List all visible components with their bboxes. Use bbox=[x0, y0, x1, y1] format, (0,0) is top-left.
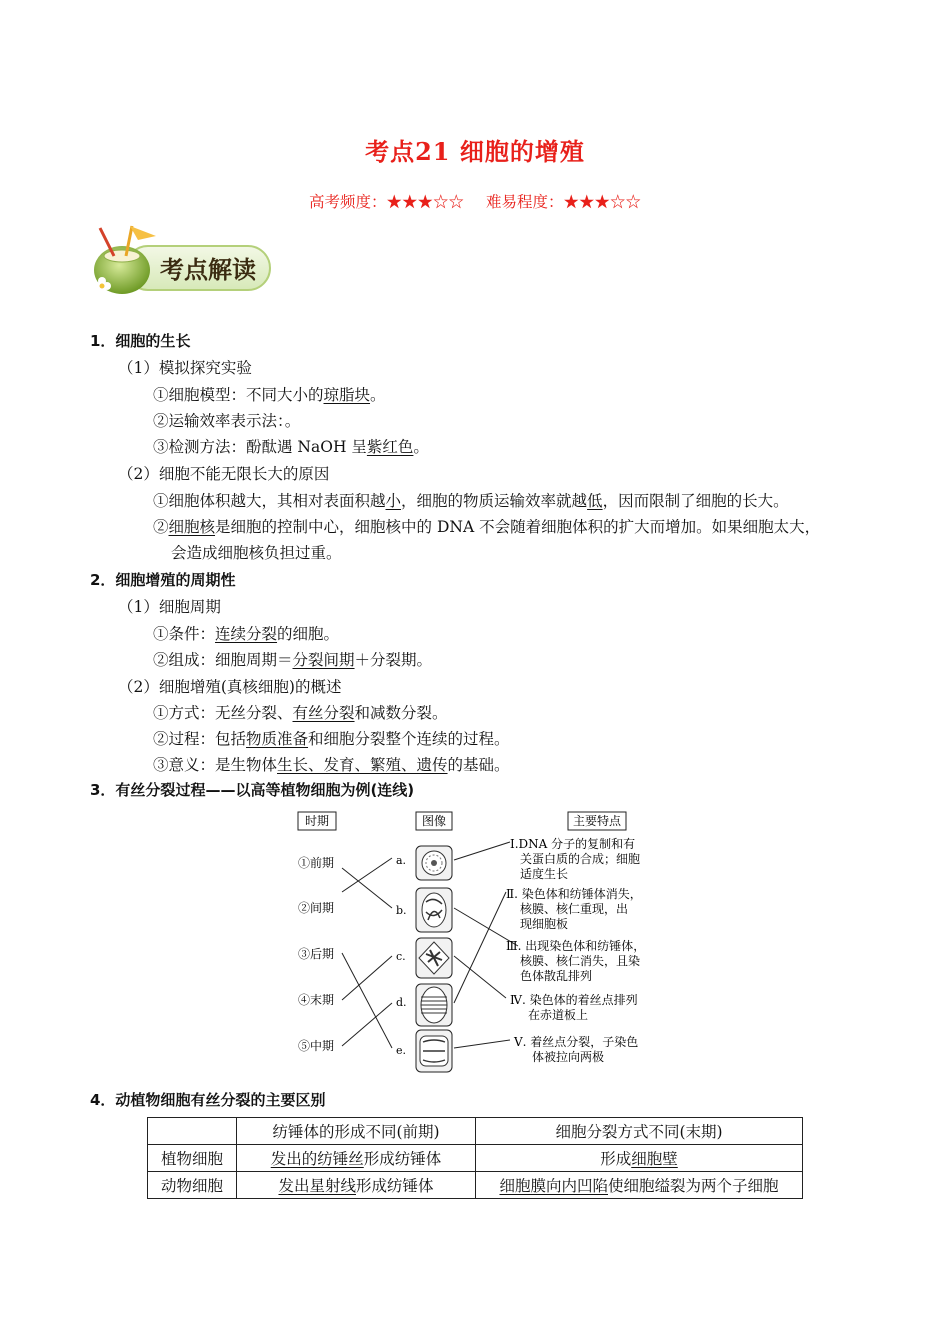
header-period: 时期 bbox=[304, 814, 330, 828]
row-label-animal: 动物细胞 bbox=[148, 1172, 237, 1199]
feature-5: Ⅴ. 着丝点分裂，子染色 体被拉向两极 bbox=[514, 1035, 639, 1064]
feature-3: Ⅲ. 出现染色体和纺锤体， 核膜、核仁消失，且染 色体散乱排列 bbox=[506, 939, 646, 983]
table-header-division: 细胞分裂方式不同(末期) bbox=[476, 1118, 803, 1145]
section-3-heading: 3．有丝分裂过程——以高等植物细胞为例(连线) bbox=[90, 781, 415, 799]
cell-image-d bbox=[416, 984, 452, 1026]
banner-label: 考点解读 bbox=[160, 256, 256, 284]
difficulty-stars: ★★★☆☆ bbox=[563, 193, 642, 211]
table-row bbox=[148, 1172, 803, 1199]
s1-reason1: ①细胞体积越大，其相对表面积越小，细胞的物质运输效率就越低，因而限制了细胞的长大。 bbox=[153, 492, 789, 510]
page-title: 考点21 细胞的增殖 bbox=[365, 137, 585, 166]
s2-item2: ②组成：细胞周期＝分裂间期＋分裂期。 bbox=[153, 651, 433, 669]
row-label-plant: 植物细胞 bbox=[148, 1145, 237, 1172]
period-telophase: ④末期 bbox=[298, 993, 335, 1007]
exam-frequency-label: 高考频度： bbox=[308, 193, 387, 211]
cell-image-c bbox=[416, 938, 452, 978]
table-row bbox=[148, 1118, 803, 1145]
period-prophase: ①前期 bbox=[298, 856, 335, 870]
s1-item1: ①细胞模型：不同大小的琼脂块。 bbox=[153, 386, 386, 404]
s2-sub2: （2）细胞增殖(真核细胞)的概述 bbox=[118, 678, 342, 696]
section-1-heading: 1．细胞的生长 bbox=[90, 332, 191, 350]
cell-image-a bbox=[416, 846, 452, 880]
left-connection-lines bbox=[342, 858, 392, 1048]
cell-image-b bbox=[416, 888, 452, 932]
image-label-e: e. bbox=[396, 1044, 407, 1057]
s2-sub1: （1）细胞周期 bbox=[118, 598, 221, 616]
table-row bbox=[148, 1145, 803, 1172]
header-image: 图像 bbox=[421, 814, 447, 828]
plant-spindle-cell: 发出的纺锤丝形成纺锤体 bbox=[237, 1145, 476, 1172]
feature-1: Ⅰ.DNA 分子的复制和有 关蛋白质的合成；细胞 适度生长 bbox=[510, 837, 641, 881]
s1-reason2: ②细胞核是细胞的控制中心，细胞核中的 DNA 不会随着细胞体积的扩大而增加。如果细胞太大， bbox=[153, 518, 821, 536]
s1-reason2-cont: 会造成细胞核负担过重。 bbox=[171, 544, 342, 562]
s2-item1: ①条件：连续分裂的细胞。 bbox=[153, 625, 340, 643]
mitosis-matching-diagram bbox=[292, 808, 674, 1076]
s2-item5: ③意义：是生物体生长、发育、繁殖、遗传的基础。 bbox=[153, 756, 510, 774]
plant-division-cell: 形成细胞壁 bbox=[476, 1145, 803, 1172]
section-banner bbox=[86, 222, 276, 302]
frequency-line bbox=[0, 190, 950, 212]
period-metaphase: ⑤中期 bbox=[298, 1039, 335, 1053]
section-4-heading: 4．动植物细胞有丝分裂的主要区别 bbox=[90, 1091, 326, 1109]
s1-sub2: （2）细胞不能无限长大的原因 bbox=[118, 465, 330, 483]
s2-item4: ②过程：包括物质准备和细胞分裂整个连续的过程。 bbox=[153, 730, 510, 748]
cell-image-e bbox=[416, 1030, 452, 1072]
period-interphase: ②间期 bbox=[298, 901, 335, 915]
image-label-c: c. bbox=[396, 950, 406, 963]
s1-sub1: （1）模拟探究实验 bbox=[118, 359, 252, 377]
image-label-a: a. bbox=[396, 854, 407, 867]
table-header-spindle: 纺锤体的形成不同(前期) bbox=[237, 1118, 476, 1145]
difficulty-label: 难易程度： bbox=[486, 193, 564, 211]
animal-spindle-cell: 发出星射线形成纺锤体 bbox=[237, 1172, 476, 1199]
s1-item3: ③检测方法：酚酞遇 NaOH 呈紫红色。 bbox=[153, 438, 429, 456]
section-2-heading: 2．细胞增殖的周期性 bbox=[90, 571, 236, 589]
period-anaphase: ③后期 bbox=[298, 947, 335, 961]
image-label-d: d. bbox=[396, 996, 407, 1009]
feature-2: Ⅱ. 染色体和纺锤体消失， 核膜、核仁重现，出 现细胞板 bbox=[506, 887, 642, 931]
table-corner-cell bbox=[148, 1118, 237, 1145]
comparison-table bbox=[147, 1117, 803, 1199]
feature-4: Ⅳ. 染色体的着丝点排列 在赤道板上 bbox=[510, 993, 638, 1022]
exam-frequency-stars: ★★★☆☆ bbox=[386, 193, 464, 211]
header-features: 主要特点 bbox=[572, 814, 622, 828]
animal-division-cell: 细胞膜向内凹陷使细胞缢裂为两个子细胞 bbox=[476, 1172, 803, 1199]
s2-item3: ①方式：无丝分裂、有丝分裂和减数分裂。 bbox=[153, 704, 448, 722]
image-label-b: b. bbox=[396, 904, 407, 917]
s1-item2: ②运输效率表示法：。 bbox=[153, 412, 301, 430]
